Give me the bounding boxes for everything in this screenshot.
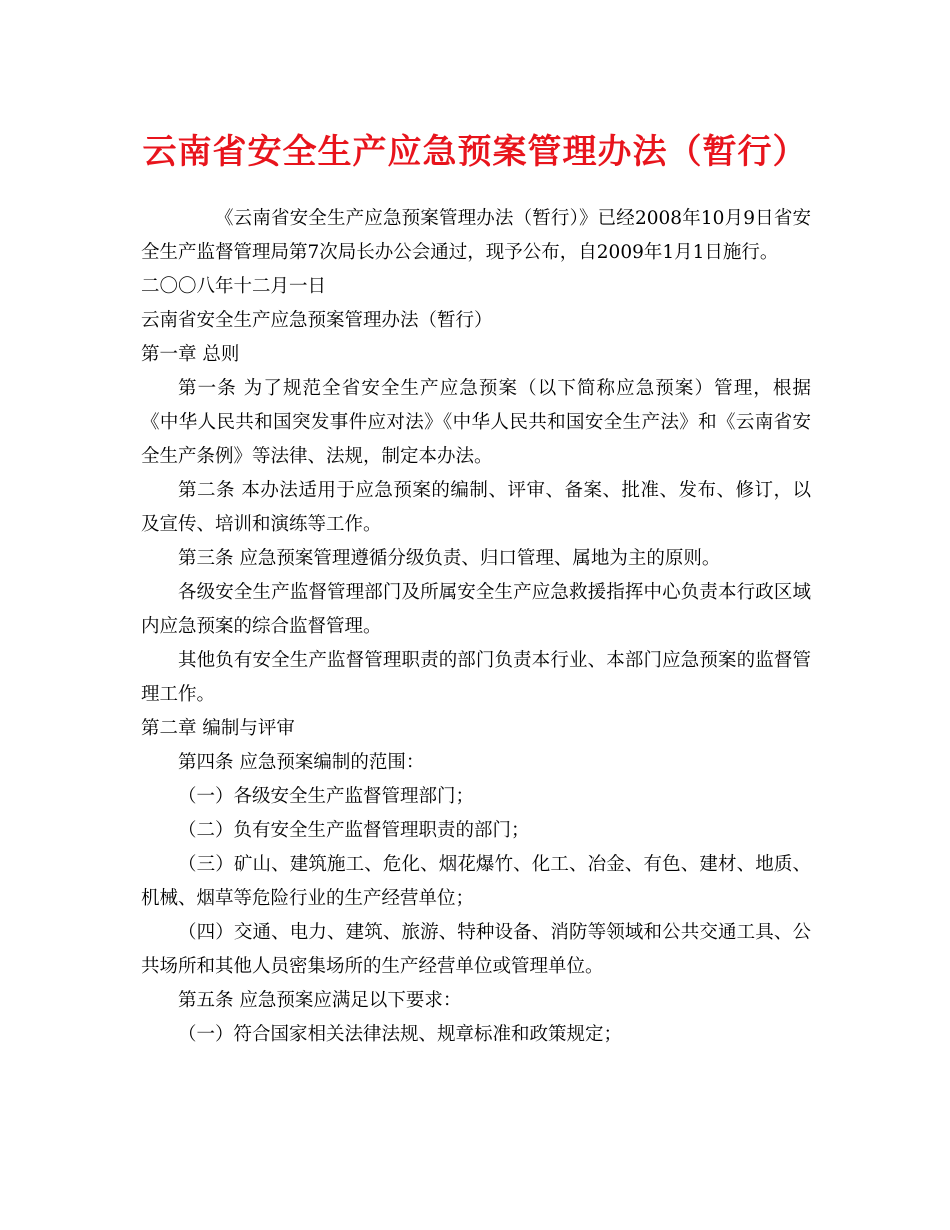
document-paragraph: 第二条 本办法适用于应急预案的编制、评审、备案、批准、发布、修订，以及宣传、培训和演练等工作。 [141,480,811,535]
document-paragraph: 第三条 应急预案管理遵循分级负责、归口管理、属地为主的原则。 [178,548,721,569]
document-paragraph: 云南省安全生产应急预案管理办法（暂行） [141,310,493,331]
document-paragraph: 第五条 应急预案应满足以下要求： [178,990,462,1011]
document-paragraph: 《云南省安全生产应急预案管理办法（暂行）》已经2008年10月9日省安全生产监督管理局第7次局长办公会通过，现予公布，自2009年1月1日施行。 [141,208,811,263]
document-paragraph: 二〇〇八年十二月一日 [141,276,327,297]
document-paragraph: 第一条 为了规范全省安全生产应急预案（以下简称应急预案）管理，根据《中华人民共和国突发事件应对法》《中华人民共和国安全生产法》和《云南省安全生产条例》等法律、法规，制定本办法。 [141,378,811,467]
document-body [141,202,811,1052]
document-paragraph: （二）负有安全生产监督管理职责的部门； [178,820,530,841]
document-paragraph: 第一章 总则 [141,344,240,365]
document-paragraph: 第二章 编制与评审 [141,718,295,739]
document-paragraph: 各级安全生产监督管理部门及所属安全生产应急救援指挥中心负责本行政区域内应急预案的综合监督管理。 [141,582,811,637]
document-paragraph: （四）交通、电力、建筑、旅游、特种设备、消防等领域和公共交通工具、公共场所和其他人员密集场所的生产经营单位或管理单位。 [141,922,811,977]
document-paragraph: （一）各级安全生产监督管理部门； [178,786,475,807]
document-paragraph: 其他负有安全生产监督管理职责的部门负责本行业、本部门应急预案的监督管理工作。 [141,650,811,705]
document-paragraph: （一）符合国家相关法律法规、规章标准和政策规定； [178,1024,623,1045]
document-paragraph: （三）矿山、建筑施工、危化、烟花爆竹、化工、冶金、有色、建材、地质、机械、烟草等危险行业的生产经营单位； [141,854,811,909]
document-title: 云南省安全生产应急预案管理办法（暂行） [142,132,808,172]
document-paragraph: 第四条 应急预案编制的范围： [178,752,425,773]
